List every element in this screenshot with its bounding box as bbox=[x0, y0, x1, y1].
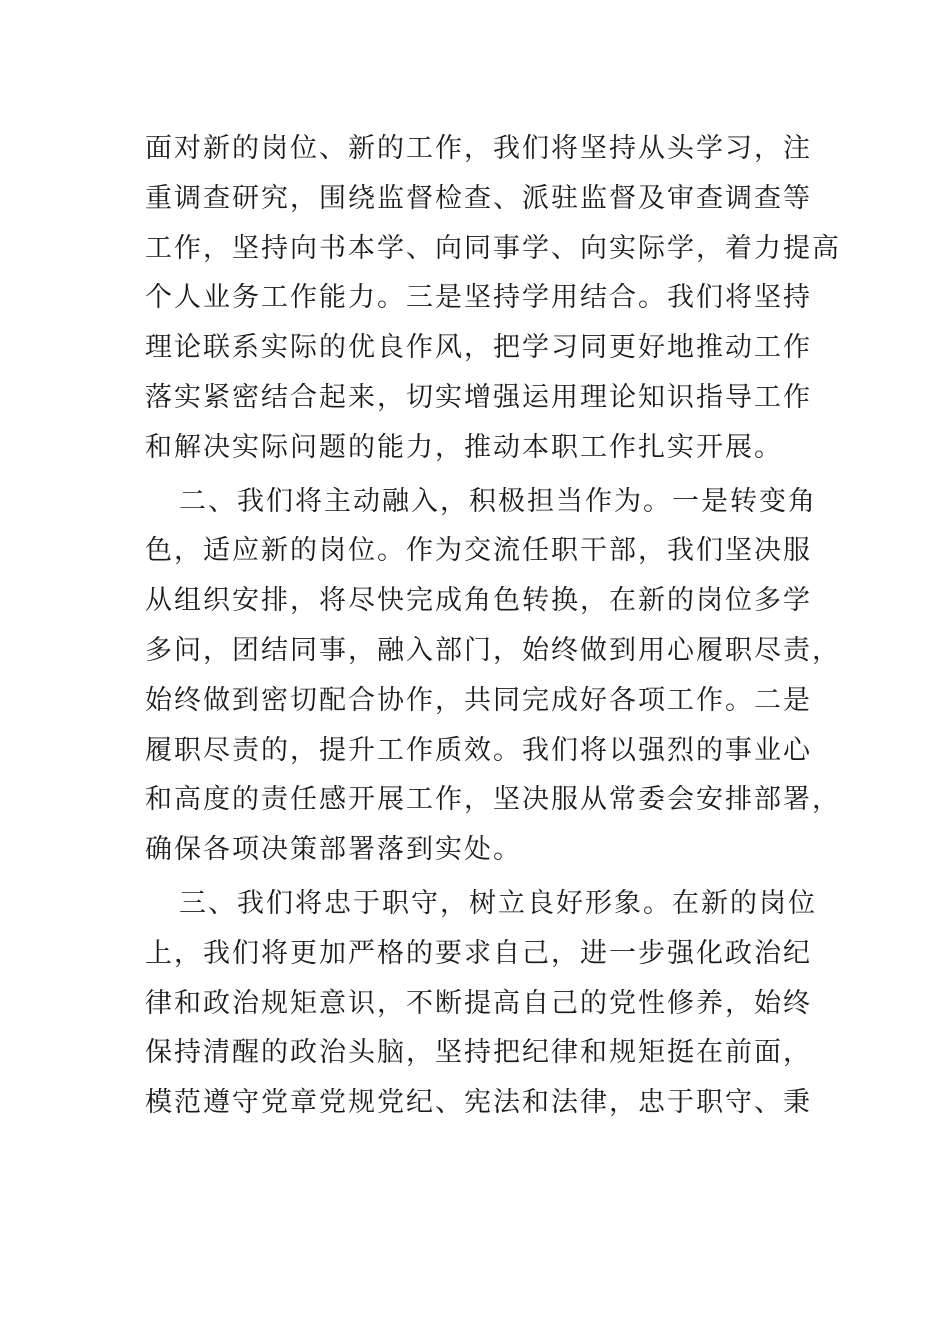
text-line: 落实紧密结合起来，切实增强运用理论知识指导工作 bbox=[145, 381, 812, 413]
paragraph-2 bbox=[145, 477, 841, 875]
text-line: 确保各项决策部署落到实处。 bbox=[145, 834, 522, 866]
text-line: 从组织安排，将尽快完成角色转换，在新的岗位多学 bbox=[145, 585, 812, 617]
text-line: 理论联系实际的优良作风，把学习同更好地推动工作 bbox=[145, 332, 812, 364]
text-line: 二、我们将主动融入，积极担当作为。一是转变角 bbox=[179, 485, 817, 517]
text-line: 保持清醒的政治头脑，坚持把纪律和规矩挺在前面， bbox=[145, 1037, 812, 1069]
text-line: 履职尽责的，提升工作质效。我们将以强烈的事业心 bbox=[145, 734, 812, 766]
paragraph-3 bbox=[145, 879, 817, 1128]
text-line: 和高度的责任感开展工作，坚决服从常委会安排部署， bbox=[145, 784, 841, 816]
text-line: 重调查研究，围绕监督检查、派驻监督及审查调查等 bbox=[145, 182, 812, 214]
text-line: 个人业务工作能力。三是坚持学用结合。我们将坚持 bbox=[145, 282, 812, 314]
text-line: 多问，团结同事，融入部门，始终做到用心履职尽责， bbox=[145, 634, 841, 666]
document-body bbox=[145, 124, 841, 1128]
text-line: 上，我们将更加严格的要求自己，进一步强化政治纪 bbox=[145, 937, 812, 969]
text-line: 始终做到密切配合协作，共同完成好各项工作。二是 bbox=[145, 684, 812, 716]
text-line: 律和政治规矩意识，不断提高自己的党性修养，始终 bbox=[145, 987, 812, 1019]
text-line: 面对新的岗位、新的工作，我们将坚持从头学习，注 bbox=[145, 133, 812, 164]
text-line: 工作，坚持向书本学、向同事学、向实际学，着力提高 bbox=[145, 232, 841, 264]
paragraph-1 bbox=[145, 124, 841, 473]
text-line: 和解决实际问题的能力，推动本职工作扎实开展。 bbox=[145, 431, 783, 463]
text-line: 模范遵守党章党规党纪、宪法和法律，忠于职守、秉 bbox=[145, 1087, 812, 1119]
text-line: 三、我们将忠于职守，树立良好形象。在新的岗位 bbox=[179, 887, 817, 919]
text-line: 色，适应新的岗位。作为交流任职干部，我们坚决服 bbox=[145, 535, 812, 567]
